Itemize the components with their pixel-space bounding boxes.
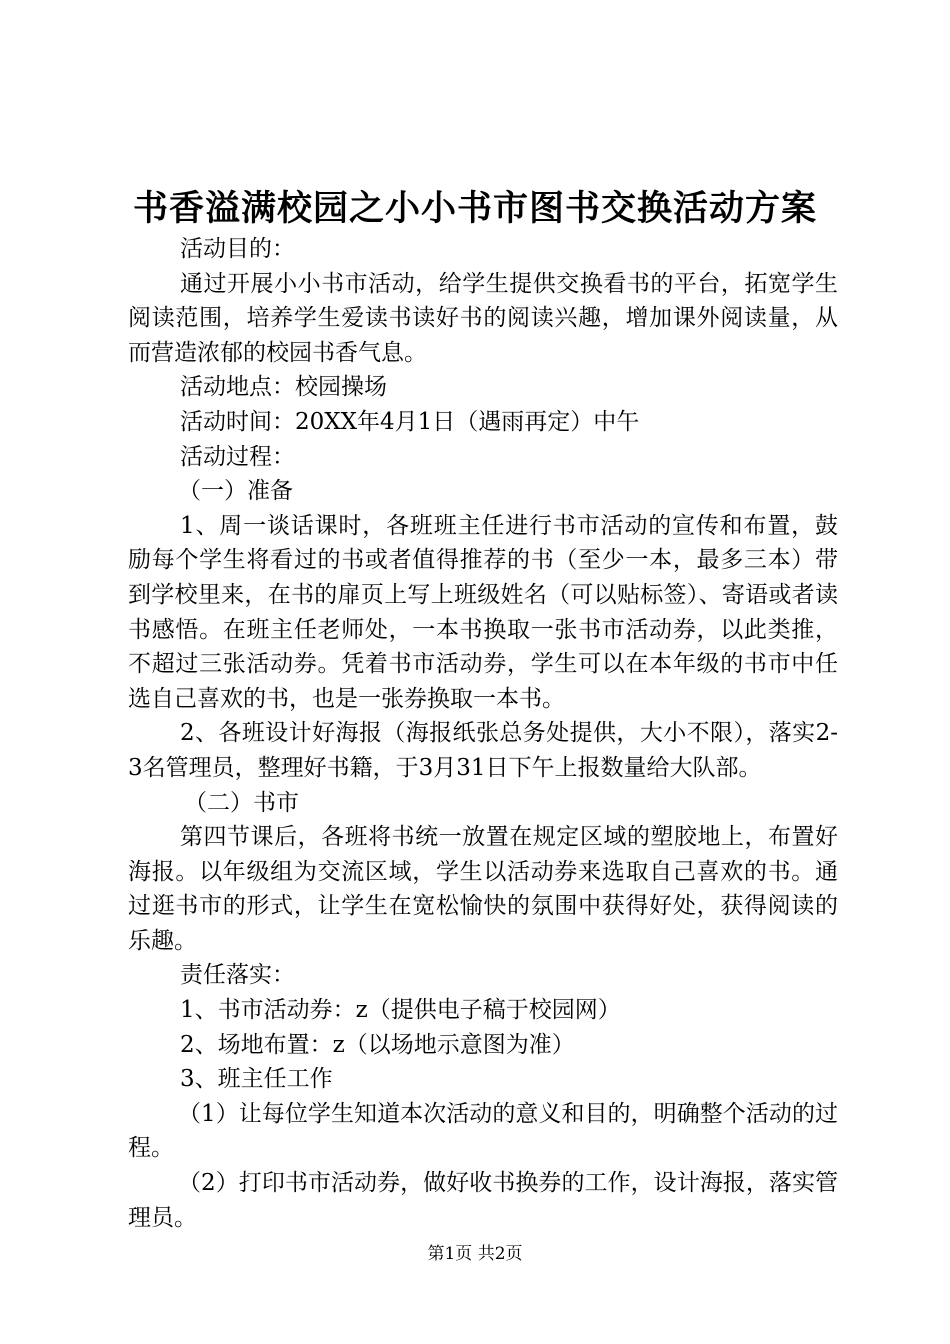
paragraph-purpose: 通过开展小小书市活动，给学生提供交换看书的平台，拓宽学生阅读范围，培养学生爱读书读好书的阅读兴趣，增加课外阅读量，从而营造浓郁的校园书香气息。 <box>128 270 838 366</box>
paragraph-location: 活动地点：校园操场 <box>180 374 387 401</box>
paragraph-resp-item-2: 2、场地布置：z（以场地示意图为准） <box>180 1031 575 1058</box>
paragraph-prep-item-1: 1、周一谈话课时，各班班主任进行书市活动的宣传和布置，鼓励每个学生将看过的书或者值得推荐的书（至少一本，最多三本）带到学校里来，在书的扉页上写上班级姓名（可以贴标签）、寄语或者读书感悟。在班主任老师处，一本书换取一张书市活动券，以此类推，不超过三张活动券。凭着书市活动券，学生可以在本年级的书市中任选自己喜欢的书，也是一张券换取一本书。 <box>128 512 838 712</box>
section-heading-purpose: 活动目的： <box>180 236 295 262</box>
subheading-preparation: （一）准备 <box>178 478 293 505</box>
paragraph-resp-item-3: 3、班主任工作 <box>180 1066 333 1093</box>
paragraph-time: 活动时间：20XX年4月1日（遇雨再定）中午 <box>180 408 640 435</box>
section-heading-process: 活动过程： <box>180 443 295 470</box>
document-title: 书香溢满校园之小小书市图书交换活动方案 <box>132 188 817 229</box>
document-body <box>128 232 838 1235</box>
subheading-book-market: （二）书市 <box>184 789 299 816</box>
paragraph-teacher-task-1: （1）让每位学生知道本次活动的意义和目的，明确整个活动的过程。 <box>128 1100 838 1162</box>
paragraph-resp-item-1: 1、书市活动券：z（提供电子稿于校园网） <box>180 997 621 1024</box>
paragraph-book-market: 第四节课后，各班将书统一放置在规定区域的塑胶地上，布置好海报。以年级组为交流区域，学生以活动券来选取自己喜欢的书。通过逛书市的形式，让学生在宽松愉快的氛围中获得好处，获得阅读的乐趣。 <box>128 824 838 954</box>
page-footer: 第1页 共2页 <box>427 1244 523 1264</box>
paragraph-prep-item-2: 2、各班设计好海报（海报纸张总务处提供，大小不限），落实2-3名管理员，整理好书籍，于3月31日下午上报数量给大队部。 <box>128 720 838 781</box>
section-heading-responsibility: 责任落实： <box>180 962 295 989</box>
paragraph-teacher-task-2: （2）打印书市活动券，做好收书换券的工作，设计海报，落实管理员。 <box>128 1170 838 1231</box>
